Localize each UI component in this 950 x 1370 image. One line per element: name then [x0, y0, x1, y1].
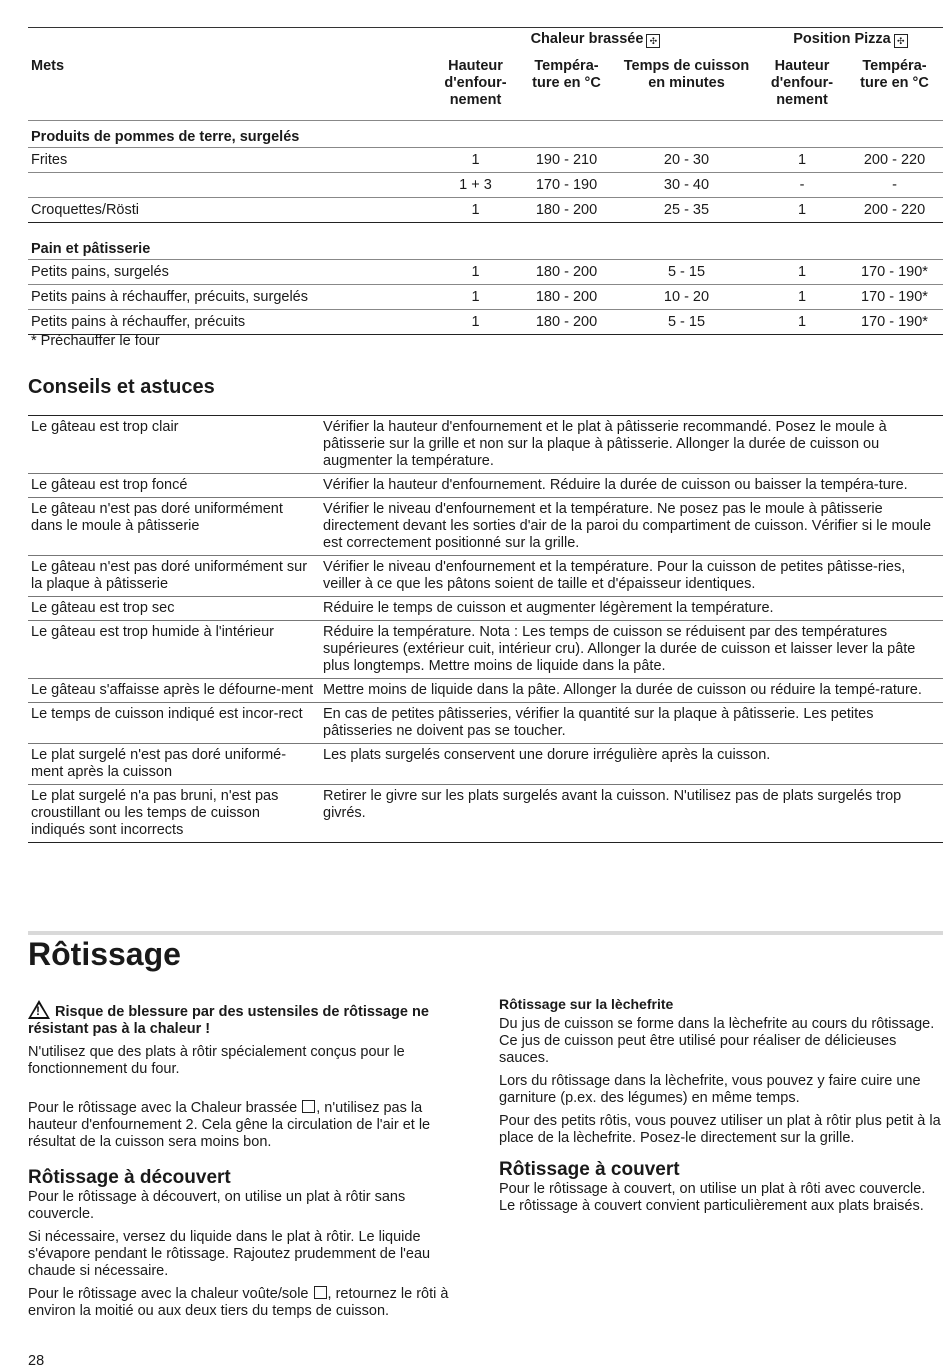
warning-title: !Risque de blessure par des ustensiles de rôtissage ne résistant pas à la chaleur ! — [28, 1000, 473, 1038]
cell: 1 — [433, 310, 518, 335]
drip-heading: Rôtissage sur la lèchefrite — [499, 996, 674, 1012]
col-time: Temps de cuisson en minutes — [623, 58, 750, 91]
col-mets: Mets — [31, 58, 65, 74]
col-temp-1: Tempéra- ture en °C — [532, 58, 601, 91]
cell: 200 - 220 — [846, 148, 943, 173]
warning-text: N'utilisez que des plats à rôtir spécialement conçus pour le fonctionnement du four. — [28, 1044, 405, 1077]
cell: 1 — [433, 198, 518, 223]
cell: 10 - 20 — [615, 285, 758, 310]
tip-solution: Retirer le givre sur les plats surgelés avant la cuisson. N'utilisez pas de plats surgelés trop givrés. — [317, 785, 943, 843]
cell: 180 - 200 — [518, 285, 615, 310]
roasting-title: Rôtissage — [28, 936, 181, 972]
cell: - — [758, 173, 846, 198]
uncovered-heading: Rôtissage à découvert — [28, 1167, 231, 1188]
col-height-2: Hauteur d'enfour- nement — [770, 58, 834, 108]
intro-paragraph: Pour le rôtissage avec la Chaleur brassée , n'utilisez pas la hauteur d'enfournement 2. Cela gêne la circulation de l'air et le résultat de la cuisson sera moins bon. — [28, 1100, 431, 1150]
tip-solution: En cas de petites pâtisseries, vérifier la quantité sur la plaque à pâtisserie. Les petites pâtisseries ne doivent pas se toucher. — [317, 703, 943, 744]
cell: 1 — [758, 285, 846, 310]
cell: 30 - 40 — [615, 173, 758, 198]
tip-problem: Le gâteau est trop humide à l'intérieur — [28, 621, 317, 679]
warning-icon — [28, 1000, 50, 1019]
drip-paragraph: Lors du rôtissage dans la lèchefrite, vous pouvez y faire cuire une garniture (p.ex. des légumes) en même temps. — [499, 1073, 921, 1106]
dish-name: Frites — [28, 148, 433, 173]
tip-row — [28, 703, 943, 744]
cell: 1 — [433, 260, 518, 285]
page-number: 28 — [28, 1353, 45, 1369]
section-title: Pain et pâtisserie — [28, 223, 943, 260]
cooking-table — [28, 27, 943, 335]
tip-row — [28, 597, 943, 621]
drip-paragraph: Du jus de cuisson se forme dans la lèchefrite au cours du rôtissage. Ce jus de cuisson peut être utilisé pour réaliser de délicieuses sauces. — [499, 1016, 935, 1066]
cell: 200 - 220 — [846, 198, 943, 223]
cell: 20 - 30 — [615, 148, 758, 173]
uncovered-paragraph: Pour le rôtissage avec la chaleur voûte/sole , retournez le rôti à environ la moitié ou aux deux tiers du temps de cuisson. — [28, 1286, 449, 1319]
cell: 1 — [433, 285, 518, 310]
cell: 180 - 200 — [518, 198, 615, 223]
tip-solution: Vérifier la hauteur d'enfournement et le plat à pâtisserie recommandé. Posez le moule à pâtisserie sur la grille et non sur la plaque à pâtisserie. Allonger la durée de cuisson ou augmenter la température. — [317, 416, 943, 474]
tip-row — [28, 621, 943, 679]
left-column — [28, 1000, 473, 1326]
covered-paragraph: Pour le rôtissage à couvert, on utilise un plat à rôti avec couvercle. Le rôtissage à couvert convient particulièrement aux plats braisés. — [499, 1181, 926, 1214]
tip-problem: Le gâteau est trop sec — [28, 597, 317, 621]
cell: 1 — [758, 260, 846, 285]
tip-solution: Réduire la température. Nota : Les temps de cuisson se réduisent par des températures supérieures (extérieur cuit, intérieur cru). Allonger la durée de cuisson et laisser lever la pâte plus longtemps. Mettre moins de liquide dans la pâte. — [317, 621, 943, 679]
tip-row — [28, 556, 943, 597]
tip-row — [28, 498, 943, 556]
section-divider — [28, 931, 943, 935]
fan-icon: ✣ — [646, 34, 660, 48]
group-convection: Chaleur brassée ✣ — [433, 28, 758, 54]
tip-solution: Vérifier la hauteur d'enfournement. Réduire la durée de cuisson ou baisser la tempéra-ture. — [317, 474, 943, 498]
cell: 180 - 200 — [518, 310, 615, 335]
top-bottom-heat-icon — [314, 1286, 327, 1299]
col-temp-2: Tempéra- ture en °C — [860, 58, 929, 91]
cell: 25 - 35 — [615, 198, 758, 223]
tip-problem: Le gâteau n'est pas doré uniformément sur la plaque à pâtisserie — [28, 556, 317, 597]
tip-row — [28, 416, 943, 474]
cell: 5 - 15 — [615, 310, 758, 335]
cell: 1 — [758, 198, 846, 223]
cell: 180 - 200 — [518, 260, 615, 285]
tip-problem: Le gâteau est trop clair — [28, 416, 317, 474]
cell: 190 - 210 — [518, 148, 615, 173]
tips-table — [28, 415, 943, 843]
dish-name: Petits pains à réchauffer, précuits — [28, 310, 433, 335]
tip-row — [28, 474, 943, 498]
tip-problem: Le gâteau n'est pas doré uniformément dans le moule à pâtisserie — [28, 498, 317, 556]
cell: - — [846, 173, 943, 198]
dish-name — [28, 173, 433, 198]
tip-solution: Vérifier le niveau d'enfournement et la température. Ne posez pas le moule à pâtisserie directement devant les sorties d'air de la paroi du compartiment de cuisson. Vérifier si le moule est correctement positionné sur la grille. — [317, 498, 943, 556]
cell: 1 — [433, 148, 518, 173]
dish-name: Petits pains à réchauffer, précuits, surgelés — [28, 285, 433, 310]
footnote: * Préchauffer le four — [31, 333, 160, 349]
dish-name: Croquettes/Rösti — [28, 198, 433, 223]
cell: 170 - 190* — [846, 285, 943, 310]
cell: 1 — [758, 148, 846, 173]
uncovered-paragraph: Pour le rôtissage à découvert, on utilise un plat à rôtir sans couvercle. — [28, 1189, 406, 1222]
group-pizza: Position Pizza ✣ — [758, 28, 943, 54]
cell: 5 - 15 — [615, 260, 758, 285]
section-title: Produits de pommes de terre, surgelés — [28, 121, 943, 148]
dish-name: Petits pains, surgelés — [28, 260, 433, 285]
cell: 170 - 190* — [846, 310, 943, 335]
cell: 170 - 190 — [518, 173, 615, 198]
tip-problem: Le gâteau s'affaisse après le défourne-ment — [28, 679, 317, 703]
tip-row — [28, 679, 943, 703]
cell: 170 - 190* — [846, 260, 943, 285]
drip-paragraph: Pour des petits rôtis, vous pouvez utiliser un plat à rôtir plus petit à la place de la lèchefrite. Posez-le directement sur la grille. — [499, 1113, 941, 1146]
tip-problem: Le gâteau est trop foncé — [28, 474, 317, 498]
tip-row — [28, 744, 943, 785]
tip-row — [28, 785, 943, 843]
tip-solution: Mettre moins de liquide dans la pâte. Allonger la durée de cuisson ou réduire la tempé-rature. — [317, 679, 943, 703]
tip-problem: Le temps de cuisson indiqué est incor-rect — [28, 703, 317, 744]
covered-heading: Rôtissage à couvert — [499, 1159, 680, 1180]
cell: 1 — [758, 310, 846, 335]
tip-problem: Le plat surgelé n'est pas doré uniformé-ment après la cuisson — [28, 744, 317, 785]
cell: 1 + 3 — [433, 173, 518, 198]
col-height-1: Hauteur d'enfour- nement — [444, 58, 507, 108]
tip-solution: Vérifier le niveau d'enfournement et la température. Pour la cuisson de petites pâtisse-ries, veiller à ce que les pâtons soient de taille et d'épaisseur identiques. — [317, 556, 943, 597]
right-column — [499, 996, 943, 1221]
pizza-mode-icon: ✣ — [894, 34, 908, 48]
fan-icon — [302, 1100, 315, 1113]
tip-solution: Réduire le temps de cuisson et augmenter légèrement la température. — [317, 597, 943, 621]
tip-solution: Les plats surgelés conservent une dorure irrégulière après la cuisson. — [317, 744, 943, 785]
tip-problem: Le plat surgelé n'a pas bruni, n'est pas croustillant ou les temps de cuisson indiqués sont incorrects — [28, 785, 317, 843]
tips-heading: Conseils et astuces — [28, 376, 215, 398]
uncovered-paragraph: Si nécessaire, versez du liquide dans le plat à rôtir. Le liquide s'évapore pendant le rôtissage. Rajoutez prudemment de l'eau chaude si nécessaire. — [28, 1229, 431, 1279]
